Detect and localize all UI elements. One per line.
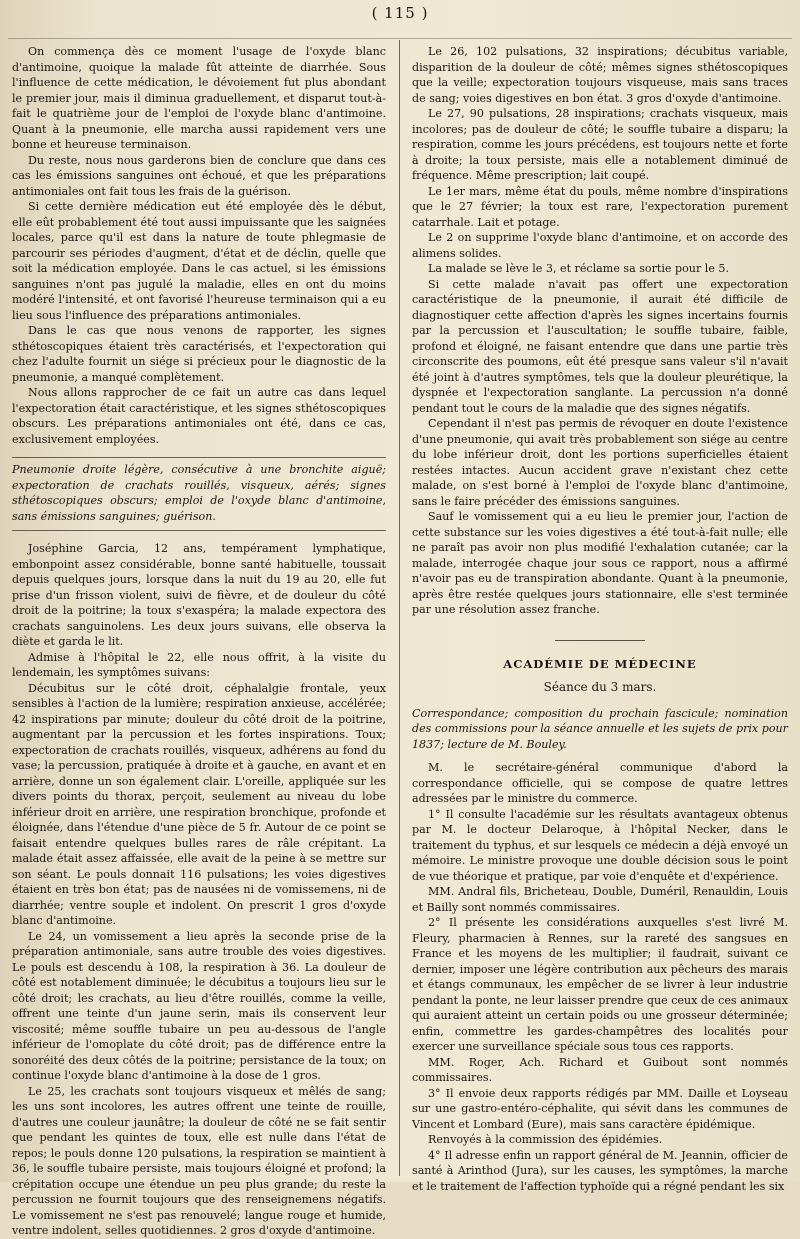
column-divider xyxy=(399,40,400,1176)
paragraph: Joséphine Garcia, 12 ans, tempérament lymphatique, embonpoint assez considérable, bonne santé habituelle, toussait depuis quelques jours, lorsque dans la nuit du 19 au 20, elle fut prise d'un frisson violent, suivi de fièvre, et de douleur du côté droit de la poitrine; la toux s'exaspéra; la malade expectora des crachats sanguinolens. Les deux jours suivans, elle observa la diète et garda le lit. xyxy=(12,542,386,648)
paragraph: 2° Il présente les considérations auxquelles s'est livré M. Fleury, pharmacien à Rennes, sur la rareté des sangsues en France et les moyens de les multiplier; il faudrait, suivant ce dernier, imposer une légère contribution aux pêcheurs des marais et étangs communaux, les empêcher de se livrer à leur industrie pendant la ponte, ne leur laisser prendre que ceux de ces animaux qui auraient atteint un certain poids ou une grosseur déterminée; enfin, commettre les gardes-champêtres des localités pour exercer une surveillance spéciale sous tous ces rapports. xyxy=(412,916,788,1053)
paragraph: Sauf le vomissement qui a eu lieu le premier jour, l'action de cette substance sur les voies digestives a été tout-à-fait nulle; elle ne paraît pas avoir non plus modifié l'exhalation cutanée; car la malade, interrogée chaque jour sous ce rapport, nous a affirmé n'avoir pas eu de transpiration abondante. Quant à la pneumonie, après être restée quelques jours stationnaire, elle s'est terminée par une résolution assez franche. xyxy=(412,510,788,616)
section-heading: ACADÉMIE DE MÉDECINE xyxy=(503,656,697,671)
paragraph: Le 24, un vomissement a lieu après la seconde prise de la préparation antimoniale, sans autre trouble des voies digestives. Le pouls est descendu à 108, la respiration à 36. La douleur de côté est notablement diminuée; le décubitus a toujours lieu sur le côté droit; les crachats, au lieu d'être rouillés, comme la veille, offrent une teinte d'un jaune serin, mais ils conservent leur viscosité; même souffle tubaire un peu au-dessous de l'angle inférieur de l'omoplate du côté droit; pas de différence entre la sonoréité des deux côtés de la poitrine; persistance de la toux; on continue l'oxyde blanc d'antimoine à la dose de 1 gros. xyxy=(12,929,386,1082)
paragraph: 4° Il adresse enfin un rapport général de M. Jeannin, officier de santé à Arinthod (Jura), sur les causes, les symptômes, la marche et le traitement de l'affection typhoïde qui a régné pendant les six xyxy=(412,1148,788,1193)
paragraph: Le 26, 102 pulsations, 32 inspirations; décubitus variable, disparition de la douleur de côté; mêmes signes sthétoscopiques que la veille; expectoration toujours visqueuse, mais sans traces de sang; voies digestives en bon état. 3 gros d'oxyde d'antimoine. xyxy=(412,45,788,105)
paragraph: Le 27, 90 pulsations, 28 inspirations; crachats visqueux, mais incolores; pas de douleur de côté; le souffle tubaire a disparu; la respiration, comme les jours précédens, est toujours nette et forte à droite; la toux persiste, mais elle a notablement diminué de fréquence. Même prescription; lait coupé. xyxy=(412,107,788,182)
paragraph: On commença dès ce moment l'usage de l'oxyde blanc d'antimoine, quoique la malade fût atteinte de diarrhée. Sous l'influence de cette médication, le dévoiement fut plus abondant le premier jour, mais il diminua graduellement, et disparut tout-à-fait le quatrième jour de l'emploi de l'oxyde blanc d'antimoine. Quant à la pneumonie, elle marcha aussi rapidement vers une bonne et heureuse terminaison. xyxy=(12,45,386,151)
paragraph: Renvoyés à la commission des épidémies. xyxy=(428,1133,663,1146)
seance-date: Séance du 3 mars. xyxy=(543,680,657,694)
paragraph: 3° Il envoie deux rapports rédigés par MM. Daille et Loyseau sur une gastro-entéro-céphalite, qui sévit dans les communes de Vincent et Lombard (Eure), mais sans caractère épidémique. xyxy=(412,1086,788,1131)
header-rule xyxy=(8,38,792,39)
section-separator xyxy=(555,640,645,641)
session-summary: Correspondance; composition du prochain fascicule; nomination des commissions pour la séance annuelle et les sujets de prix pour 1837; lecture de M. Bouley. xyxy=(412,706,788,751)
paragraph: Le 1er mars, même état du pouls, même nombre d'inspirations que le 27 février; la toux est rare, l'expectoration purement catarrhale. Lait et potage. xyxy=(412,184,788,229)
paragraph: Dans le cas que nous venons de rapporter, les signes sthétoscopiques étaient très caractérisés, et l'expectoration qui chez l'adulte fournit un siége si précieux pour le diagnostic de la pneumonie, a manqué complètement. xyxy=(12,324,386,384)
paragraph: M. le secrétaire-général communique d'abord la correspondance officielle, qui se compose de quatre lettres adressées par le ministre du commerce. xyxy=(412,761,788,805)
paragraph: Admise à l'hôpital le 22, elle nous offrit, à la visite du lendemain, les symptômes suivans: xyxy=(12,650,386,679)
left-column xyxy=(12,44,386,1237)
paragraph: Si cette malade n'avait pas offert une expectoration caractéristique de la pneumonie, il aurait été difficile de diagnostiquer cette affection d'après les signes incertains fournis par la percussion et l'auscultation; le souffle tubaire, faible, profond et éloigné, ne faisant entendre que dans une partie très circonscrite des poumons, eût été presque sans valeur s'il n'avait été joint à d'autres symptômes, tels que la douleur pleurétique, la dyspnée et l'expectoration sanglante. La percussion n'a donné pendant tout le cours de la maladie que des signes négatifs. xyxy=(412,277,788,415)
paragraph: Cependant il n'est pas permis de révoquer en doute l'existence d'une pneumonie, qui avait très probablement son siége au centre du lobe inférieur droit, dont les portions superficielles étaient restées intactes. Aucun accident grave n'existant chez cette malade, on s'est borné à l'emploi de l'oxyde blanc d'antimoine, sans le faire précéder des émissions sanguines. xyxy=(412,417,788,508)
paragraph: MM. Roger, Ach. Richard et Guibout sont nommés commissaires. xyxy=(412,1055,788,1084)
paragraph: Nous allons rapprocher de ce fait un autre cas dans lequel l'expectoration était caractéristique, et les signes sthétoscopiques obscurs. Les préparations antimoniales ont été, dans ce cas, exclusivement employées. xyxy=(12,386,386,446)
paragraph: Le 25, les crachats sont toujours visqueux et mêlés de sang; les uns sont incolores, les autres offrent une teinte de rouille, d'autres une couleur jaunâtre; la douleur de côté ne se fait sentir que pendant les quintes de toux, elle est nulle dans l'état de repos; le pouls donne 120 pulsations, la respiration se maintient à 36, le souffle tubaire persiste, mais toujours éloigné et profond; la crépitation occupe une étendue un peu plus grande; du reste la percussion ne fournit toujours que des renseignemens négatifs. Le vomissement ne s'est pas renouvelé; langue rouge et humide, ventre indolent, selles quotidiennes. 2 gros d'oxyde d'antimoine. xyxy=(12,1084,386,1237)
right-column xyxy=(412,44,788,1193)
paragraph: Du reste, nous nous garderons bien de conclure que dans ces cas les émissions sanguines ont échoué, et que les préparations antimoniales ont fait tous les frais de la guérison. xyxy=(12,153,386,198)
paragraph: MM. Andral fils, Bricheteau, Double, Duméril, Renauldin, Louis et Bailly sont nommés commissaires. xyxy=(412,885,788,914)
case-title: Pneumonie droite légère, consécutive à une bronchite aiguë; expectoration de crachats rouillés, visqueux, aérés; signes sthétoscopiques obscurs; emploi de l'oxyde blanc d'antimoine, sans émissions sanguines; guérison. xyxy=(12,457,386,531)
page-number: ( 115 ) xyxy=(371,4,429,22)
paragraph: Le 2 on supprime l'oxyde blanc d'antimoine, et on accorde des alimens solides. xyxy=(412,231,788,260)
paragraph: 1° Il consulte l'académie sur les résultats avantageux obtenus par M. le docteur Delaroque, à l'hôpital Necker, dans le traitement du typhus, et sur lesquels ce médecin a déjà envoyé un mémoire. Le ministre provoque une double décision sous le point de vue théorique et pratique, par voie d'enquête et d'expérience. xyxy=(412,807,788,883)
paragraph: Si cette dernière médication eut été employée dès le début, elle eût probablement été tout aussi impuissante que les saignées locales, parce qu'il est dans la nature de toute phlegmasie de parcourir ses périodes d'augment, d'état et de déclin, quelle que soit la médication employée. Dans le cas actuel, si les émissions sanguines n'ont pas jugulé la maladie, elles en ont du moins modéré l'intensité, et ont favorisé l'heureuse terminaison qui a eu lieu sous l'influence des préparations antimoniales. xyxy=(12,200,386,322)
paragraph: La malade se lève le 3, et réclame sa sortie pour le 5. xyxy=(428,262,729,275)
paragraph: Décubitus sur le côté droit, céphalalgie frontale, yeux sensibles à l'action de la lumière; respiration anxieuse, accélérée; 42 inspirations par minute; douleur du côté droit de la poitrine, augmentant par la percussion et les fortes inspirations. Toux; expectoration de crachats rouillés, visqueux, adhérens au fond du vase; la percussion, pratiquée à droite et à gauche, en avant et en arrière, donne un son également clair. L'oreille, appliquée sur les divers points du thorax, perçoit, seulement au niveau du lobe inférieur droit en arrière, une respiration bronchique, profonde et éloignée, dans l'étendue d'une pièce de 5 fr. Autour de ce point se faisait entendre quelques bulles rares de râle crépitant. La malade était assez affaissée, elle avait de la peine à se mettre sur son séant. Le pouls donnait 116 pulsations; les voies digestives étaient en très bon état; pas de nausées ni de vomissemens, ni de diarrhée; ventre souple et indolent. On prescrit 1 gros d'oxyde blanc d'antimoine. xyxy=(12,681,386,927)
